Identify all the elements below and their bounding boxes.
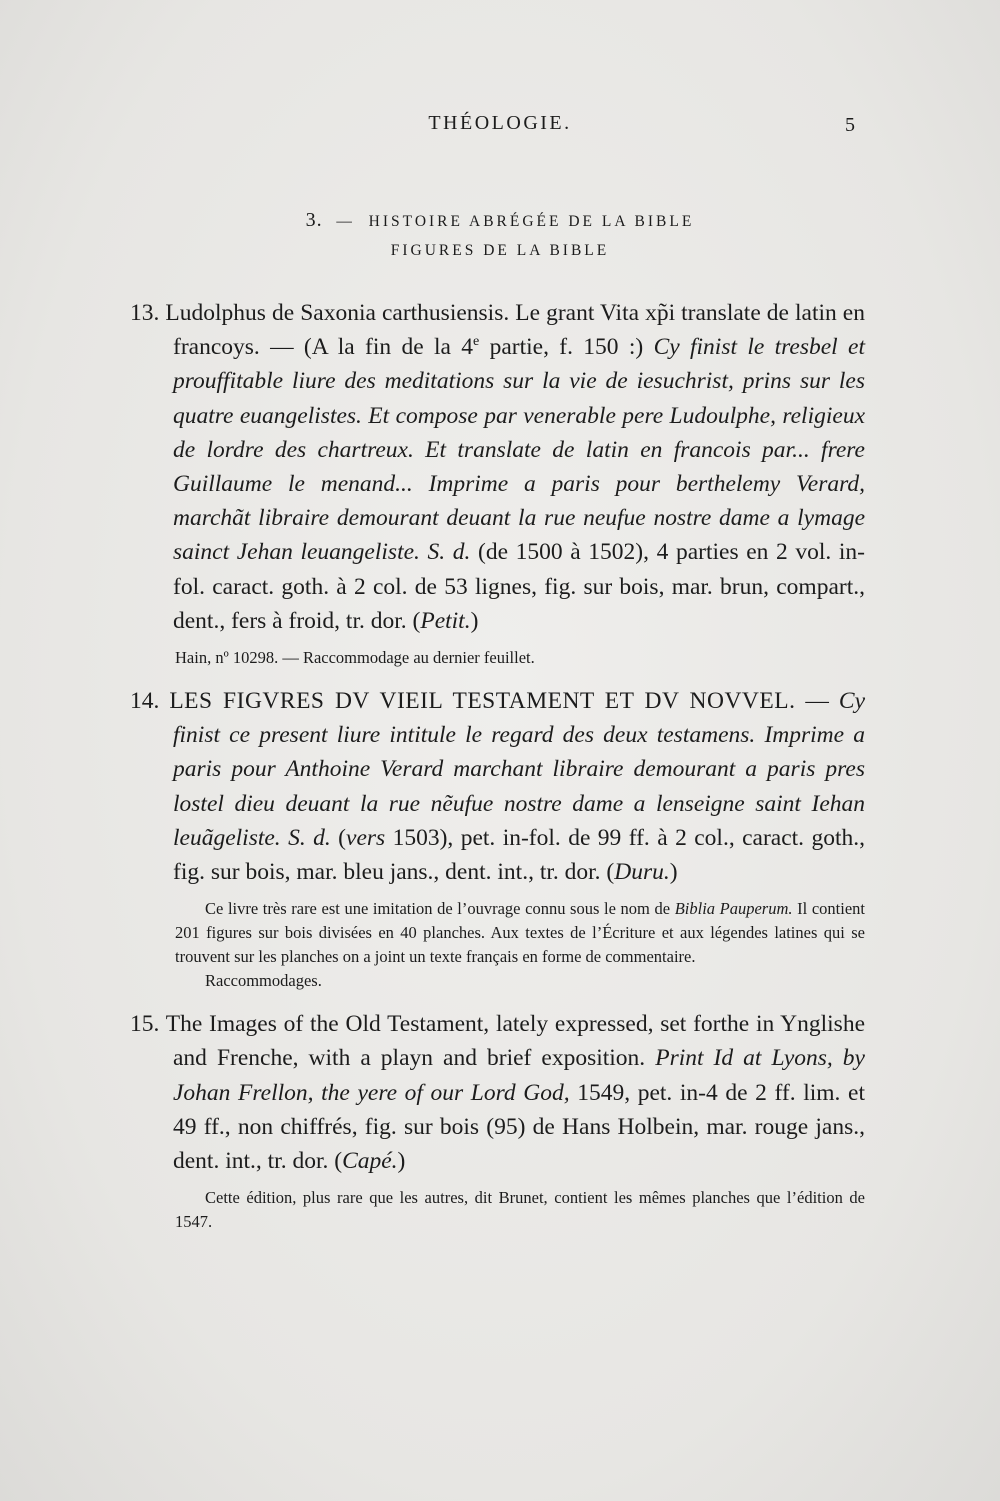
date-qualifier: vers (346, 824, 386, 851)
entry-text-part: ) (397, 1148, 406, 1175)
colophon-text: Cy finist ce present liure intitule le regard des deux testamens. Imprime a paris pour Anthoine Verard marchant libraire demourant a paris pres lostel dieu deuant la rue nẽufue nostre dame a lenseigne saint Iehan leuãgeliste. S. d. (173, 688, 865, 851)
entry-author-title: Ludolphus de Saxonia carthusiensis. Le grant Vita x (165, 300, 657, 326)
entry-description: 1549, pet. in-4 de 2 ff. lim. et 49 ff., non chiffrés, fig. sur bois (95) de Hans Holbein, mar. rouge jans., dent. int., tr. dor. ( (173, 1079, 865, 1175)
entry-title: The Images of the Old Testament, lately expressed, set forthe in Ynglishe and Frenche, with a playn and brief exposition. (165, 1011, 865, 1072)
binder-name: Capé. (342, 1148, 398, 1175)
note-text: Hain, nº 10298. — Raccommodage au dernier feuillet. (175, 648, 535, 668)
binder-name: Duru. (614, 859, 670, 886)
note-italic: Biblia Pauperum. (674, 899, 793, 919)
entry-note (130, 646, 865, 670)
section-heading (0, 206, 1000, 265)
entry-title: LES FIGVRES DV VIEIL TESTAMENT ET DV NOVVEL. (169, 688, 796, 715)
section-dash: — (336, 213, 355, 230)
entry-description: 1503), pet. in-fol. de 99 ff. à 2 col., caract. goth., fig. sur bois, mar. bleu jans., dent. int., tr. dor. ( (173, 824, 865, 886)
entry-number: 15. (130, 1011, 160, 1038)
entry-text (130, 1007, 865, 1178)
section-title: HISTOIRE ABRÉGÉE DE LA BIBLE (368, 213, 695, 230)
imprint-text: Print Id at Lyons, by Johan Frellon, the yere of our Lord God, (173, 1045, 865, 1106)
running-title: THÉOLOGIE. (428, 112, 572, 134)
entry-description: (de 1500 à 1502), 4 parties en 2 vol. in-fol. caract. goth. à 2 col. de 53 lignes, fig. sur bois, mar. brun, compart., dent., fers à froid, tr. dor. ( (173, 539, 865, 634)
entry-15 (130, 1007, 865, 1234)
section-subtitle: FIGURES DE LA BIBLE (390, 242, 610, 259)
entry-number: 14. (130, 688, 160, 715)
entry-list (130, 296, 865, 1248)
entry-note (130, 897, 865, 993)
entry-text-part: i translate de latin en francoys. — (A la fin de la 4 (173, 300, 865, 361)
entry-14 (130, 684, 865, 993)
entry-note (130, 1186, 865, 1234)
abbreviation-mark: p̃ (656, 300, 669, 326)
binder-name: Petit. (420, 607, 471, 634)
entry-text (130, 296, 865, 638)
entry-text-part: partie, f. 150 :) (479, 334, 654, 361)
entry-text-part: — (795, 688, 839, 715)
note-text: Raccommodages. (205, 971, 322, 991)
note-text: Il contient 201 figures sur bois divisées en 40 planches. Aux textes de l’Écriture et aux légendes latines qui se trouvent sur les planches on a joint un texte français en forme de commentaire. (175, 899, 865, 967)
section-number: 3. (305, 209, 323, 231)
page-number: 5 (845, 114, 855, 136)
entry-13 (130, 296, 865, 670)
note-paragraph (175, 897, 865, 969)
entry-text-part: ( (330, 824, 347, 851)
entry-number: 13. (130, 300, 160, 326)
note-text: Cette édition, plus rare que les autres, dit Brunet, contient les mêmes planches que l’édition de 1547. (175, 1188, 865, 1232)
entry-text (130, 684, 865, 889)
note-text: Ce livre très rare est une imitation de l’ouvrage connu sous le nom de (205, 899, 675, 919)
entry-text-part: ) (470, 607, 479, 634)
superscript: e (473, 333, 480, 350)
colophon-text: Cy finist le tresbel et prouffitable liure des meditations sur la vie de iesuchrist, prins sur les quatre euangelistes. Et compose par venerable pere Ludoulphe, religieux de lordre des chartreux. Et translate de latin en francois par... frere Guillaume le menand... Imprime a paris pour berthelemy Verard, marchãt libraire demourant deuant la rue neufue nostre dame a lymage sainct Jehan leuangeliste. S. d. (173, 334, 865, 566)
entry-text-part: ) (669, 859, 678, 886)
